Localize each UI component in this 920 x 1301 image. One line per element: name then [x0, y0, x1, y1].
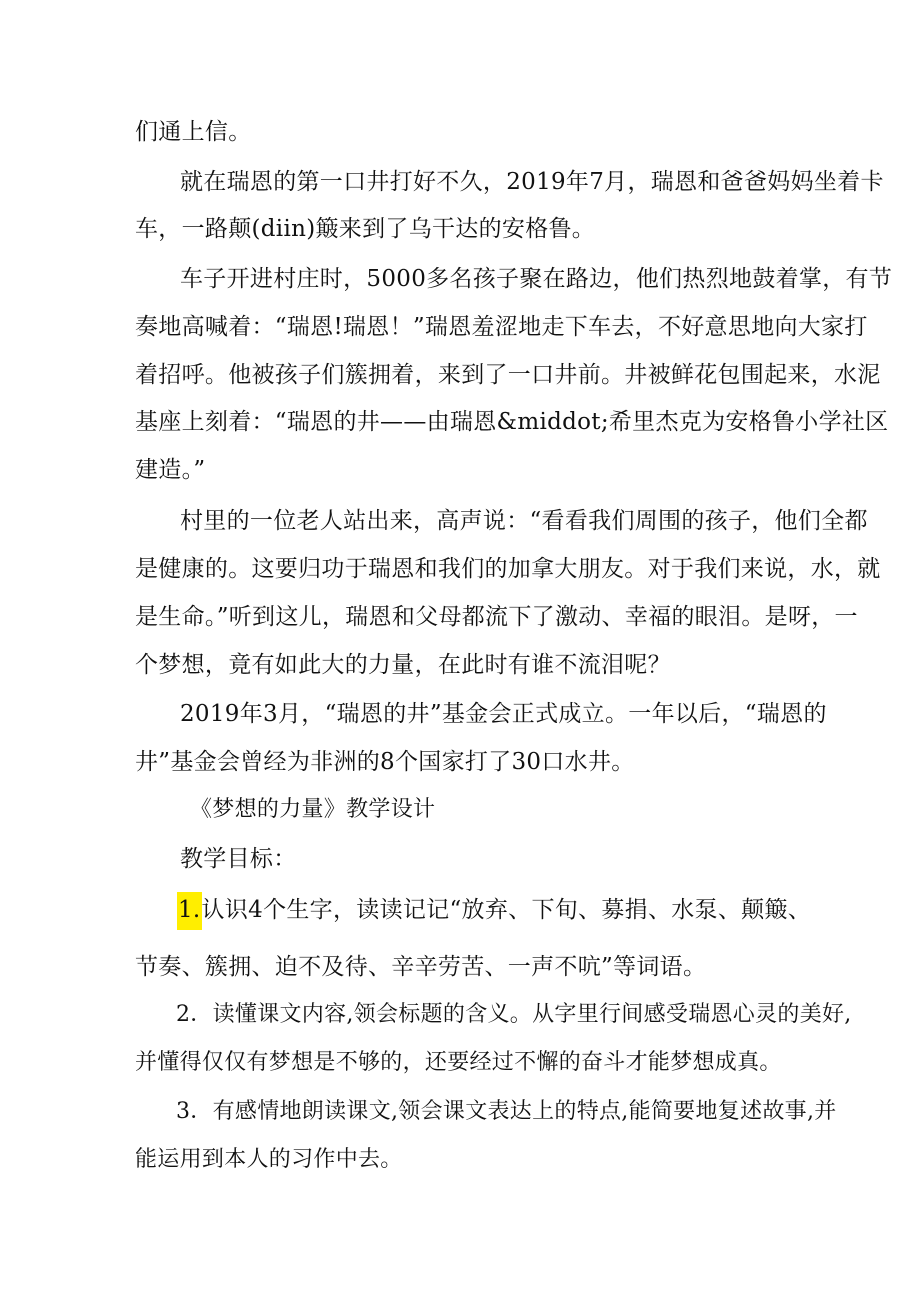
- text-line: 基座上刻着：“瑞恩的井——由瑞恩&middot;希里杰克为安格鲁小学社区: [135, 409, 889, 435]
- text-line: 车，一路颠(diin)簸来到了乌干达的安格鲁。: [135, 216, 596, 242]
- highlighted-number: 1.: [177, 892, 202, 930]
- section-title: 《梦想的力量》教学设计: [190, 797, 436, 822]
- text-line: 着招呼。他被孩子们簇拥着，来到了一口井前。井被鲜花包围起来，水泥: [135, 362, 881, 388]
- list-item: 2．读懂课文内容,领会标题的含义。从字里行间感受瑞恩心灵的美好,: [176, 1002, 852, 1027]
- text-line: 村里的一位老人站出来，高声说：“看看我们周围的孩子，他们全都: [180, 508, 868, 534]
- text-line: 们通上信。: [135, 119, 252, 145]
- text-line: 是健康的。这要归功于瑞恩和我们的加拿大朋友。对于我们来说，水，就: [135, 556, 881, 582]
- text-line: 建造。”: [135, 457, 206, 483]
- text-line: 车子开进村庄时，5000多名孩子聚在路边，他们热烈地鼓着掌，有节: [180, 266, 893, 292]
- text-line: 井”基金会曾经为非洲的8个国家打了30口水井。: [135, 749, 635, 775]
- text-line: 并懂得仅仅有梦想是不够的，还要经过不懈的奋斗才能梦想成真。: [135, 1050, 782, 1075]
- list-item: [177, 892, 811, 930]
- text-line: 就在瑞恩的第一口井打好不久，2019年7月，瑞恩和爸爸妈妈坐着卡: [180, 169, 884, 195]
- list-item-text: 认识4个生字，读读记记“放弃、下旬、募捐、水泵、颠簸、: [201, 897, 812, 923]
- text-line: 2019年3月，“瑞恩的井”基金会正式成立。一年以后，“瑞恩的: [180, 701, 827, 727]
- text-line: 节奏、簇拥、迫不及待、辛辛劳苦、一声不吭”等词语。: [135, 954, 707, 980]
- text-line: 奏地高喊着：“瑞恩!瑞恩！”瑞恩羞涩地走下车去，不好意思地向大家打: [135, 314, 868, 340]
- list-item: 3．有感情地朗读课文,领会课文表达上的特点,能简要地复述故事,并: [176, 1099, 837, 1124]
- text-line: 个梦想，竟有如此大的力量，在此时有谁不流泪呢？: [135, 652, 671, 678]
- section-heading: 教学目标：: [180, 846, 297, 872]
- text-line: 是生命。”听到这儿，瑞恩和父母都流下了激动、幸福的眼泪。是呀，一: [135, 604, 858, 630]
- text-line: 能运用到本人的习作中去。: [135, 1147, 403, 1172]
